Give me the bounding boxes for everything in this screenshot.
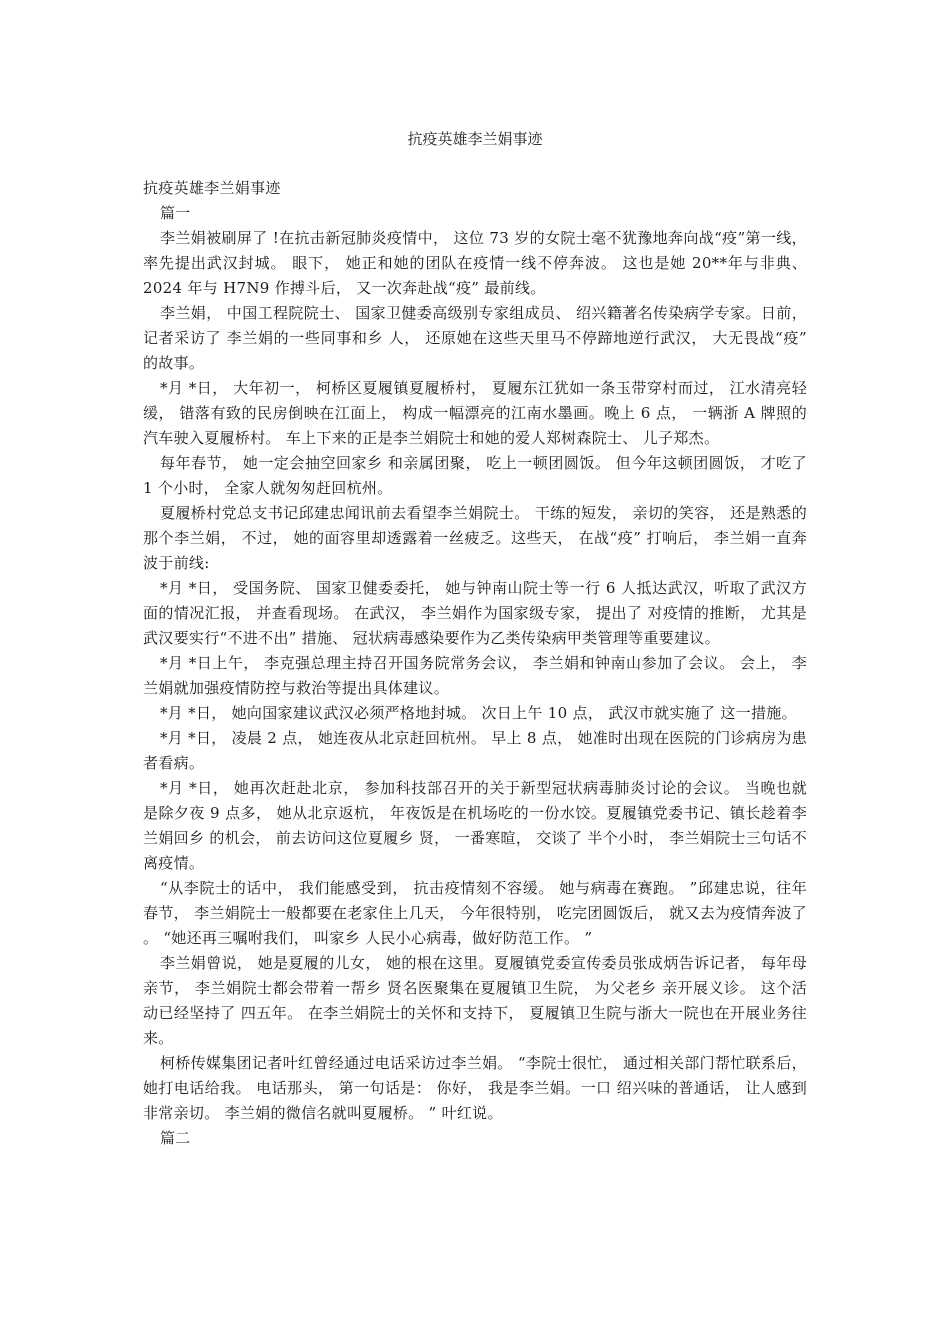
paragraph: 李兰娟， 中国工程院院士、 国家卫健委高级别专家组成员、 绍兴籍著名传染病学专家。日前， 记者采访了 李兰娟的一些同事和乡 人， 还原她在这些天里马不停蹄地逆行武汉， 大无畏战“疫” 的故事。	[143, 304, 807, 372]
paragraph: 李兰娟曾说， 她是夏履的儿女， 她的根在这里。夏履镇党委宣传委员张成炳告诉记者， 每年母亲节， 李兰娟院士都会带着一帮乡 贤名医聚集在夏履镇卫生院， 为父老乡 亲开展义诊。 这个活动已经坚持了 四五年。 在李兰娟院士的关怀和支持下， 夏履镇卫生院与浙大一院也在开展业务往来。	[143, 954, 807, 1047]
document-subtitle: 抗疫英雄李兰娟事迹	[143, 179, 281, 197]
paragraph: 每年春节， 她一定会抽空回家乡 和亲属团聚， 吃上一顿团圆饭。 但今年这顿团圆饭， 才吃了 1 个小时， 全家人就匆匆赶回杭州。	[143, 454, 807, 497]
paragraph: *月 *日， 受国务院、 国家卫健委委托， 她与钟南山院士等一行 6 人抵达武汉，听取了武汉方面的情况汇报， 并查看现场。 在武汉， 李兰娟作为国家级专家， 提出了 对疫情的推断， 尤其是武汉要实行“不进不出” 措施、 冠状病毒感染要作为乙类传染病甲类管理等重要建议。	[143, 579, 807, 647]
paragraph: *月 *日， 她向国家建议武汉必须严格地封城。 次日上午 10 点， 武汉市就实施了 这一措施。	[160, 704, 797, 722]
document-title: 抗疫英雄李兰娟事迹	[407, 130, 543, 148]
paragraph: 夏履桥村党总支书记邱建忠闻讯前去看望李兰娟院士。 干练的短发， 亲切的笑容， 还是熟悉的那个李兰娟， 不过， 她的面容里却透露着一丝疲乏。这些天， 在战“疫” 打响后， 李兰娟一直奔波于前线:	[143, 504, 807, 572]
paragraph: 李兰娟被刷屏了 !在抗击新冠肺炎疫情中， 这位 73 岁的女院士毫不犹豫地奔向战“疫”第一线， 率先提出武汉封城。 眼下， 她正和她的团队在疫情一线不停奔波。 这也是她 20**年与非典、 2024 年与 H7N9 作搏斗后， 又一次奔赴战“疫” 最前线。	[143, 229, 807, 297]
paragraph: “从李院士的话中， 我们能感受到， 抗击疫情刻不容缓。 她与病毒在赛跑。 ”邱建忠说，往年春节， 李兰娟院士一般都要在老家住上几天， 今年很特别， 吃完团圆饭后， 就又去为疫情奔波了 。 “她还再三嘱咐我们， 叫家乡 人民小心病毒，做好防范工作。 ”	[143, 879, 807, 947]
document-body	[143, 176, 807, 1151]
section-heading-2: 篇二	[160, 1129, 191, 1147]
paragraph: *月 *日， 她再次赶赴北京， 参加科技部召开的关于新型冠状病毒肺炎讨论的会议。 当晚也就是除夕夜 9 点多， 她从北京返杭， 年夜饭是在机场吃的一份水饺。夏履镇党委书记、镇长趁着李兰娟回乡 的机会， 前去访问这位夏履乡 贤， 一番寒暄， 交谈了 半个小时， 李兰娟院士三句话不离疫情。	[143, 779, 807, 872]
paragraph: *月 *日， 凌晨 2 点， 她连夜从北京赶回杭州。 早上 8 点， 她准时出现在医院的门诊病房为患者看病。	[143, 729, 808, 772]
paragraph: *月 *日上午， 李克强总理主持召开国务院常务会议， 李兰娟和钟南山参加了会议。 会上， 李兰娟就加强疫情防控与救治等提出具体建议。	[143, 654, 807, 697]
paragraph: *月 *日， 大年初一， 柯桥区夏履镇夏履桥村， 夏履东江犹如一条玉带穿村而过， 江水清亮轻缓， 错落有致的民房倒映在江面上， 构成一幅漂亮的江南水墨画。晚上 6 点， 一辆浙 A 牌照的汽车驶入夏履桥村。 车上下来的正是李兰娟院士和她的爱人郑树森院士、 儿子郑杰。	[143, 379, 807, 447]
section-heading-1: 篇一	[160, 204, 191, 222]
paragraph: 柯桥传媒集团记者叶红曾经通过电话采访过李兰娟。 “李院士很忙， 通过相关部门帮忙联系后， 她打电话给我。 电话那头， 第一句话是： 你好， 我是李兰娟。一口 绍兴味的普通话， 让人感到非常亲切。 李兰娟的微信名就叫夏履桥。 ” 叶红说。	[143, 1054, 807, 1122]
